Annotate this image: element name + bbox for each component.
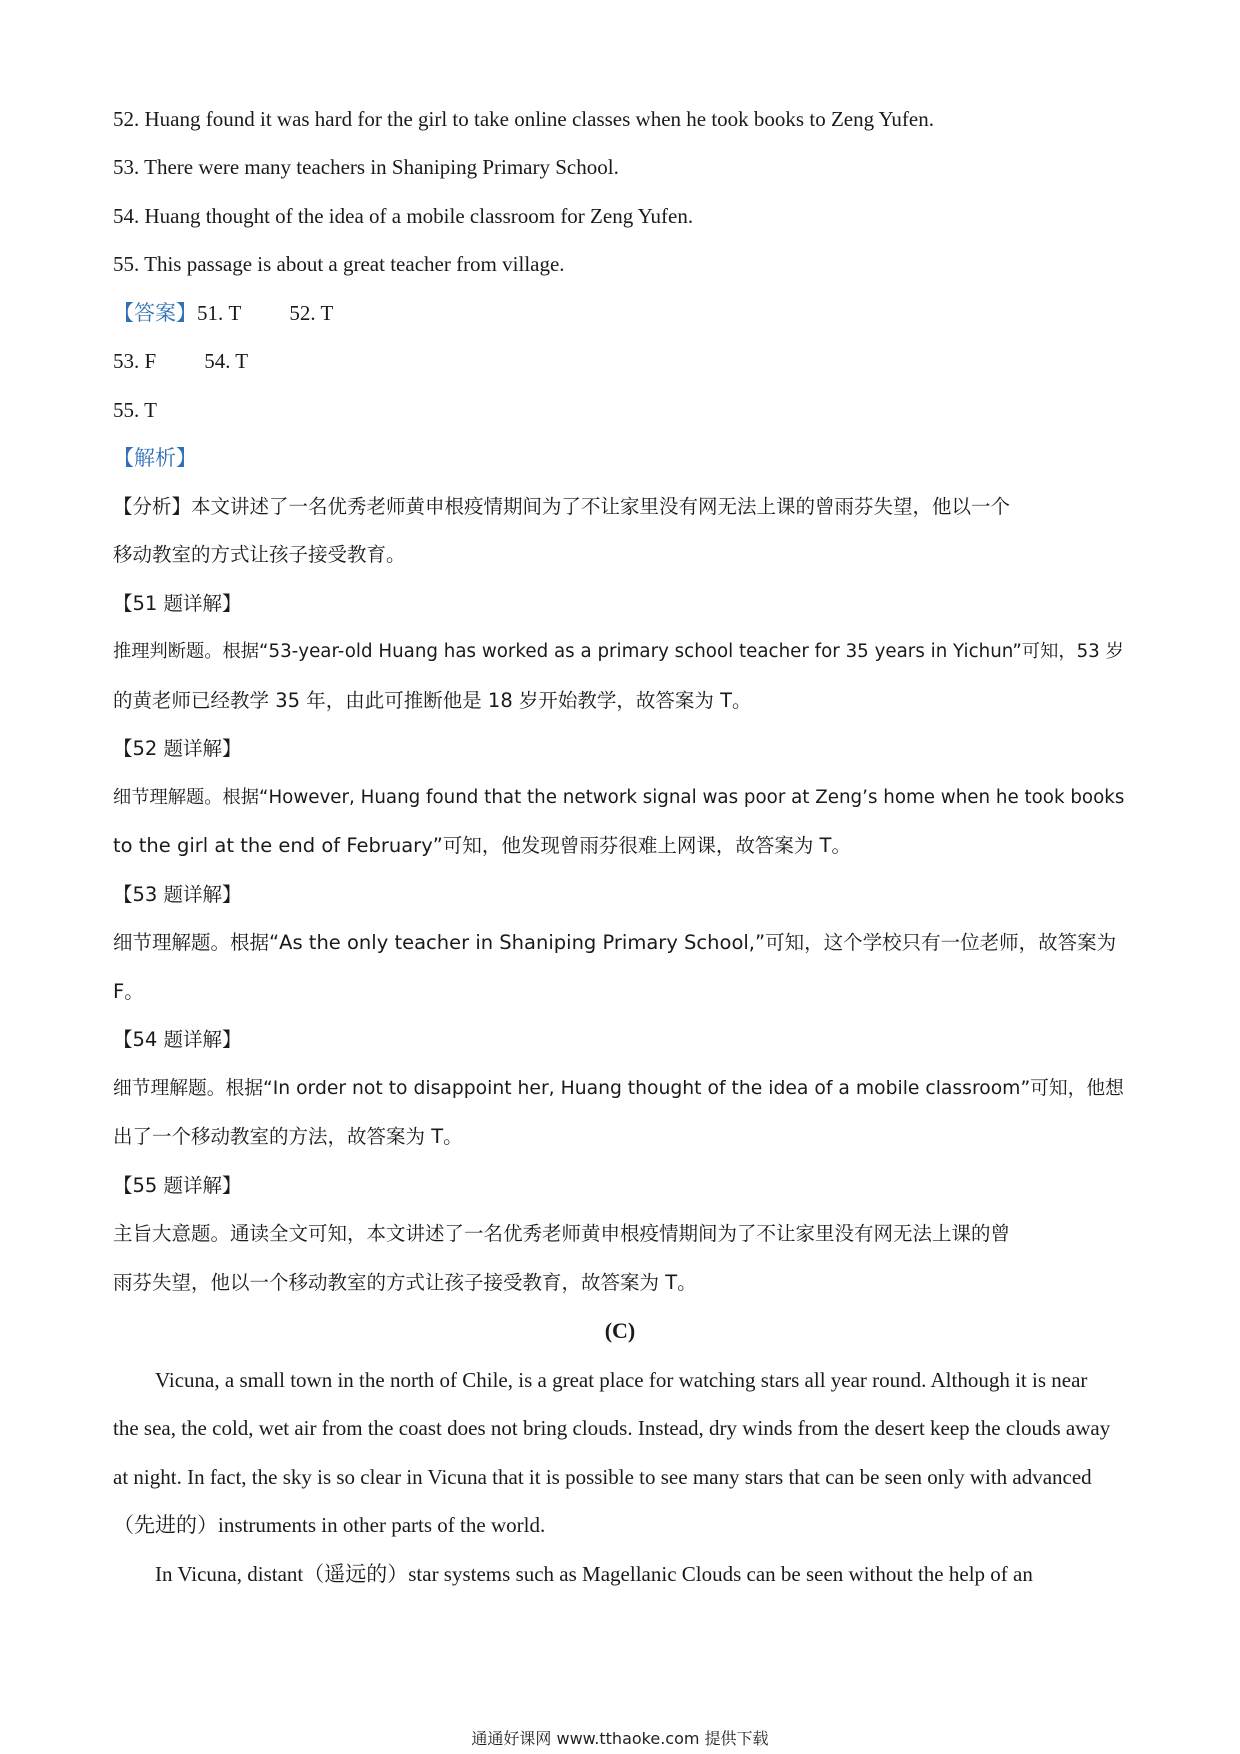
detail-53-line-1: 细节理解题。根据“As the only teacher in Shaniping Primary School,”可知，这个学校只有一位老师，故答案为 [113,931,1117,954]
answer-53: 53. F [113,349,157,373]
detail-54-line-2: 出了一个移动教室的方法，故答案为 T。 [113,1125,463,1148]
question-52: 52. Huang found it was hard for the girl to take online classes when he took books to Zeng Yufen. [113,107,934,131]
passage-p1-line-1: Vicuna, a small town in the north of Chile, is a great place for watching stars all year round. Although it is near [155,1368,1088,1392]
detail-55-line-2: 雨芬失望，他以一个移动教室的方式让孩子接受教育，故答案为 T。 [113,1271,697,1294]
detail-51-line-2: 的黄老师已经教学 35 年，由此可推断他是 18 岁开始教学，故答案为 T。 [113,689,752,712]
detail-51-line-1: 推理判断题。根据“53-year-old Huang has worked as a primary school teacher for 35 years in Yichun”可知，53 岁 [113,641,1124,662]
detail-52-heading: 【52 题详解】 [113,737,242,760]
analysis-summary-line-1: 【分析】本文讲述了一名优秀老师黄申根疫情期间为了不让家里没有网无法上课的曾雨芬失望，他以一个 [113,495,1011,518]
detail-53-heading: 【53 题详解】 [113,883,242,906]
passage-p1-line-4: （先进的）instruments in other parts of the world. [113,1513,546,1537]
detail-51-heading: 【51 题详解】 [113,592,242,615]
answer-55: 55. T [113,398,157,422]
detail-54-line-1: 细节理解题。根据“In order not to disappoint her, Huang thought of the idea of a mobile classroom”可知，他想 [113,1078,1124,1099]
analysis-summary-line-2: 移动教室的方式让孩子接受教育。 [113,543,406,566]
passage-p1-line-3: at night. In fact, the sky is so clear in Vicuna that it is possible to see many stars that can be seen only with advanced [113,1465,1092,1489]
answer-51: 51. T [197,301,242,325]
detail-55-heading: 【55 题详解】 [113,1174,242,1197]
answer-52: 52. T [289,301,334,325]
answer-54: 54. T [204,349,249,373]
detail-55-line-1: 主旨大意题。通读全文可知，本文讲述了一名优秀老师黄申根疫情期间为了不让家里没有网无法上课的曾 [113,1222,1011,1245]
question-53: 53. There were many teachers in Shaniping Primary School. [113,155,619,179]
page-footer: 通通好课网 www.tthaoke.com 提供下载 [471,1729,769,1748]
question-55: 55. This passage is about a great teacher from village. [113,252,565,276]
detail-53-line-2: F。 [113,980,144,1003]
detail-52-line-2: to the girl at the end of February”可知，他发现曾雨芬很难上网课，故答案为 T。 [113,834,851,857]
analysis-label: 【解析】 [113,446,197,470]
question-54: 54. Huang thought of the idea of a mobile classroom for Zeng Yufen. [113,204,694,228]
detail-52-line-1: 细节理解题。根据“However, Huang found that the network signal was poor at Zeng’s home when he took books [113,787,1125,808]
section-c-heading: (C) [604,1318,636,1343]
answer-label: 【答案】 [113,301,197,325]
detail-54-heading: 【54 题详解】 [113,1028,242,1051]
passage-p2-line-1: In Vicuna, distant（遥远的）star systems such as Magellanic Clouds can be seen without the help of an [155,1562,1033,1586]
answer-row-2 [113,346,248,376]
passage-p1-line-2: the sea, the cold, wet air from the coast does not bring clouds. Instead, dry winds from the desert keep the clouds away [113,1416,1111,1440]
answer-row-1 [113,298,333,328]
